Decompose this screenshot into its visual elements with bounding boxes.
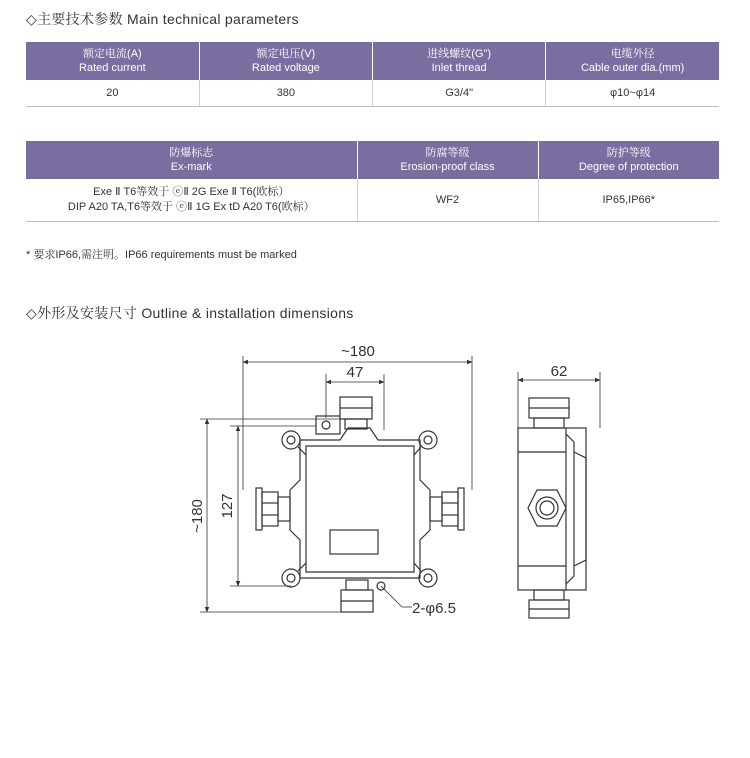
- left-gland: [262, 492, 278, 526]
- cell-protection-degree: IP65,IP66*: [538, 179, 719, 221]
- cell-cable-outer-dia: φ10~φ14: [546, 80, 719, 106]
- dim-width-label: ~180: [341, 343, 375, 360]
- dim-depth-label: 62: [550, 363, 568, 380]
- side-bottom-gland: [534, 590, 564, 600]
- side-view: [518, 398, 586, 618]
- header-degree-of-protection: 防护等级 Degree of protection: [538, 141, 719, 179]
- ex-mark-line-2: DIP A20 TA,T6等效于 ⓔⅡ 1G Ex tD A20 T6(欧标）: [67, 200, 315, 213]
- section-title-outline-dimensions: ◇外形及安装尺寸 Outline & installation dimensions: [26, 305, 354, 321]
- cell-rated-voltage: 380: [199, 80, 372, 106]
- header-ex-mark: 防爆标志 Ex-mark: [26, 141, 357, 179]
- side-dimensions: [518, 372, 600, 428]
- header-inlet-thread: 进线螺纹(G") Inlet thread: [373, 42, 546, 80]
- right-gland: [442, 492, 458, 526]
- dim-inlet-spacing-label: 47: [346, 364, 364, 381]
- header-rated-voltage: 额定电压(V) Rated voltage: [199, 42, 372, 80]
- header-rated-current: 额定电流(A) Rated current: [26, 42, 199, 80]
- cell-inlet-thread: G3/4": [373, 80, 546, 106]
- section-title-technical-parameters: ◇主要技术参数 Main technical parameters: [26, 11, 299, 27]
- header-erosion-proof-class: 防腐等级 Erosion-proof class: [357, 141, 538, 179]
- dim-mount-holes-label: 2-φ6.5: [412, 600, 456, 617]
- ip66-note: * 要求IP66,需注明。IP66 requirements must be marked: [26, 249, 297, 261]
- header-cable-outer-dia: 电缆外径 Cable outer dia.(mm): [546, 42, 719, 80]
- enclosure-outline: [290, 428, 430, 578]
- cell-rated-current: 20: [26, 80, 199, 106]
- front-dimensions: [200, 356, 472, 612]
- front-view: [256, 397, 464, 612]
- dim-height-label: ~180: [189, 499, 206, 533]
- nameplate: [330, 530, 378, 554]
- ex-mark-line-1: Exe Ⅱ T6等效于 ⓔⅡ 2G Exe Ⅱ T6(欧标）: [93, 185, 290, 198]
- dim-hole-spacing-label: 127: [219, 493, 236, 519]
- side-gland-face: [528, 490, 566, 526]
- cell-erosion-class: WF2: [357, 179, 538, 221]
